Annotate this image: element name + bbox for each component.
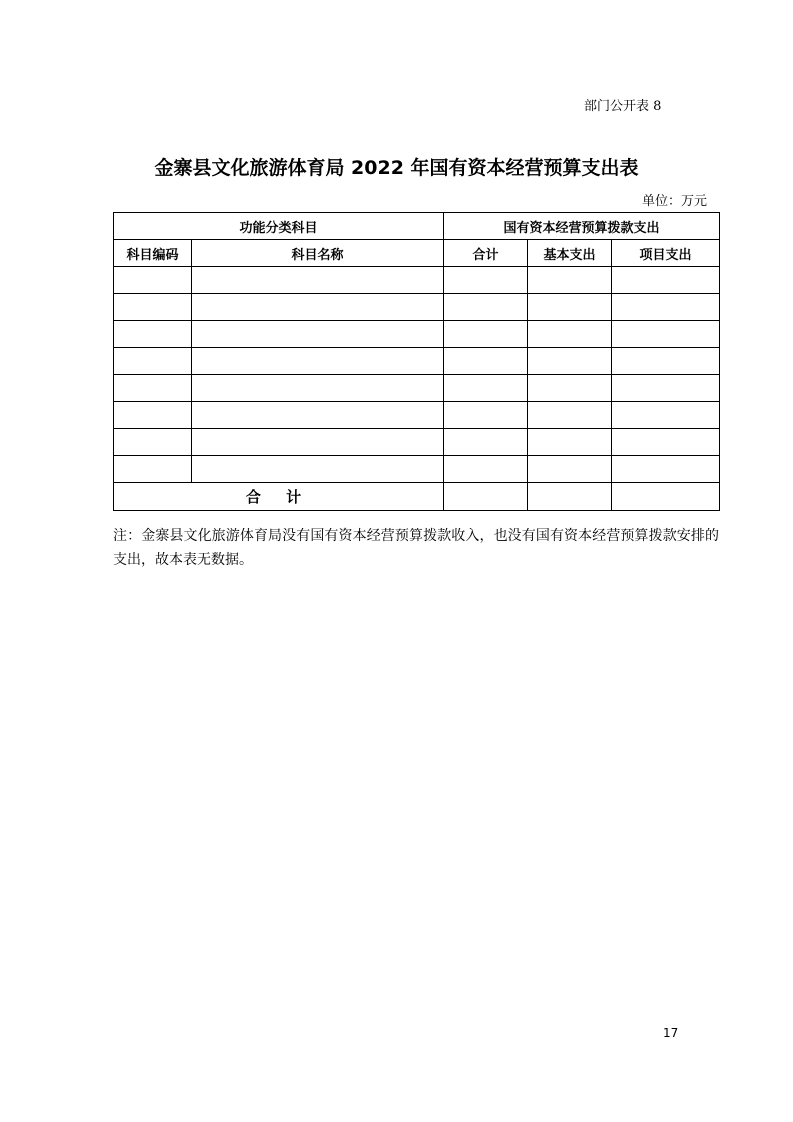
table-cell: [612, 321, 720, 348]
budget-table: [113, 212, 720, 511]
page-title: 金寨县文化旅游体育局 2022 年国有资本经营预算支出表: [154, 157, 639, 179]
table-cell: [192, 402, 444, 429]
table-row: [114, 456, 720, 483]
total-label: 合 计: [114, 483, 444, 511]
table-cell: [114, 375, 192, 402]
column-header-name: 科目名称: [192, 240, 444, 267]
total-cell: [444, 483, 528, 511]
table-cell: [444, 294, 528, 321]
table-cell: [192, 267, 444, 294]
table-row: [114, 402, 720, 429]
table-cell: [192, 294, 444, 321]
table-row: [114, 429, 720, 456]
group-header-appropriation: 国有资本经营预算拨款支出: [444, 213, 720, 240]
table-cell: [528, 267, 612, 294]
table-cell: [444, 429, 528, 456]
table-cell: [192, 375, 444, 402]
table-cell: [114, 402, 192, 429]
table-cell: [192, 429, 444, 456]
table-row: [114, 267, 720, 294]
table-cell: [528, 429, 612, 456]
table-cell: [192, 348, 444, 375]
table-cell: [444, 375, 528, 402]
form-label: 部门公开表 8: [584, 99, 662, 114]
table-cell: [528, 294, 612, 321]
group-header-functional: 功能分类科目: [114, 213, 444, 240]
table-cell: [114, 456, 192, 483]
table-cell: [528, 402, 612, 429]
total-cell: [612, 483, 720, 511]
table-cell: [612, 348, 720, 375]
table-cell: [444, 348, 528, 375]
table-cell: [528, 348, 612, 375]
column-header-project: 项目支出: [612, 240, 720, 267]
table-cell: [612, 456, 720, 483]
column-header-basic: 基本支出: [528, 240, 612, 267]
table-cell: [192, 321, 444, 348]
table-cell: [114, 429, 192, 456]
table-cell: [612, 429, 720, 456]
table-cell: [444, 267, 528, 294]
table-cell: [114, 348, 192, 375]
table-cell: [192, 456, 444, 483]
table-cell: [528, 321, 612, 348]
unit-label: 单位：万元: [642, 194, 708, 209]
total-row: [114, 483, 720, 511]
table-row: [114, 321, 720, 348]
column-header-code: 科目编码: [114, 240, 192, 267]
table-row: [114, 375, 720, 402]
table-cell: [114, 321, 192, 348]
table-cell: [444, 456, 528, 483]
group-header-row: [114, 213, 720, 240]
table-cell: [612, 267, 720, 294]
table-cell: [444, 321, 528, 348]
table-cell: [114, 267, 192, 294]
footnote: 注：金寨县文化旅游体育局没有国有资本经营预算拨款收入，也没有国有资本经营预算拨款安排的支出，故本表无数据。: [113, 528, 719, 568]
column-header-row: [114, 240, 720, 267]
table-row: [114, 294, 720, 321]
column-header-total: 合计: [444, 240, 528, 267]
table-cell: [612, 375, 720, 402]
table-cell: [114, 294, 192, 321]
table-cell: [528, 456, 612, 483]
page-number: 17: [663, 1026, 679, 1040]
table-cell: [612, 402, 720, 429]
table-cell: [444, 402, 528, 429]
total-cell: [528, 483, 612, 511]
table-row: [114, 348, 720, 375]
table-cell: [528, 375, 612, 402]
table-cell: [612, 294, 720, 321]
